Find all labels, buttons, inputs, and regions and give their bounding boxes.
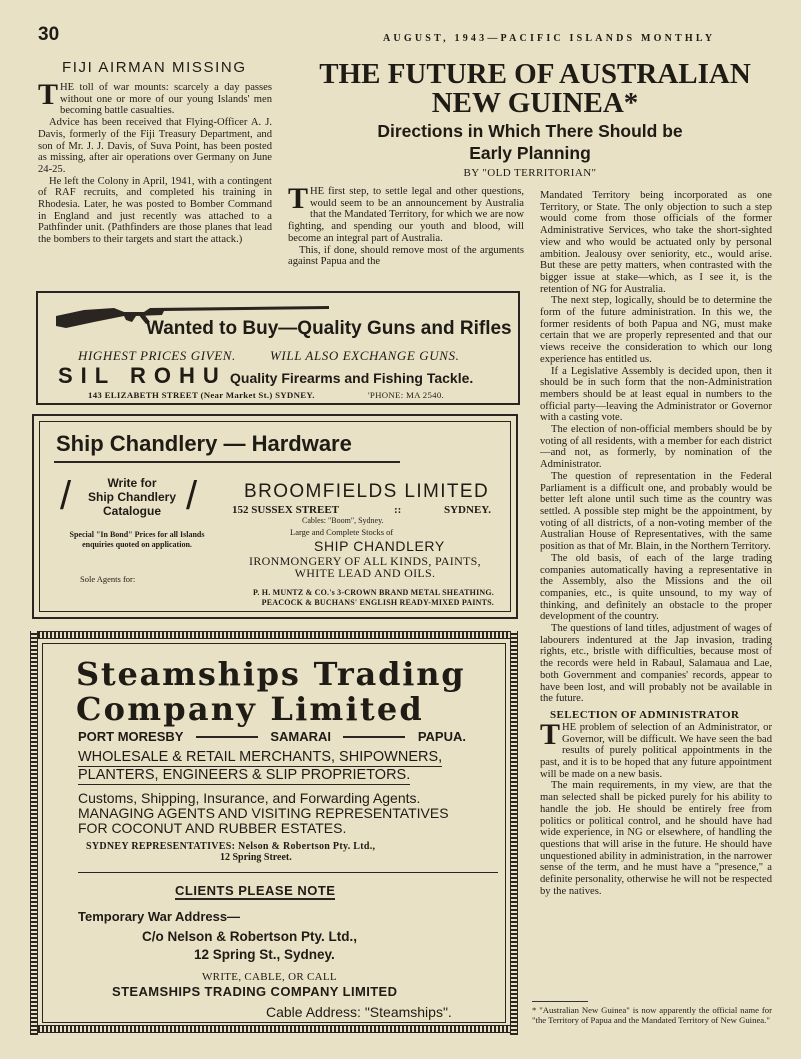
gun-ad-line: HIGHEST PRICES GIVEN.	[78, 348, 236, 363]
ship-ad-headline: Ship Chandlery — Hardware	[56, 431, 352, 456]
temporary-address-label: Temporary War Address—	[78, 909, 241, 924]
steamships-advertisement	[30, 631, 518, 1035]
catalogue-callout	[62, 476, 202, 518]
article-title-line: NEW GUINEA*	[431, 87, 639, 119]
broomfields-name: BROOMFIELDS LIMITED	[244, 481, 490, 502]
article-paragraph: If a Legislative Assembly is decided upon, then it should be in such form that the non-Administration members should be at least equal in numbers to the official party—leaving the Administrator or Governor with a casting vote.	[540, 365, 772, 424]
article-paragraph: The election of non-official members should be by voting of all residents, with a member for each district—and not, as formerly, by nomination of the Administrator.	[540, 424, 772, 471]
article-paragraph: HE first step, to settle legal and other questions, would seem to be an announcement by Australia that the Mandated Territory, for which we are now fighting, and spending our youth and blood, will become an integral part of Australia.	[288, 186, 524, 244]
contact-instruction: WRITE, CABLE, OR CALL	[202, 971, 337, 983]
decorative-border	[30, 631, 38, 1035]
fiji-paragraph: He left the Colony in April, 1941, with a contingent of RAF recruits, and completed his training in Rhodesia. Later, he was posted to Bomber Command in England and just recently was attached to a Pathfinder unit. (Pathfinders are those planes that lead the bombers to their targets and start the attack.)	[38, 175, 272, 246]
clients-notice: CLIENTS PLEASE NOTE	[175, 883, 336, 898]
article-column-2	[288, 182, 524, 268]
broomfields-city: SYDNEY.	[444, 504, 491, 516]
temporary-address: 12 Spring St., Sydney.	[194, 947, 335, 962]
article-paragraph: Mandated Territory being incorporated as one Territory, or State. The only objection to such a step would come from those officials of the former Administrative Services, who take the short-sighted view and who would be actuated only by personal ambition. Jealousy over seniority, etc., would arise. But these are petty matters, when contrasted with the bigger issue at stake—which, as I see it, is the retention of NG for Australia.	[540, 190, 772, 295]
port-dash	[196, 736, 258, 738]
article-title-line: THE FUTURE OF AUSTRALIAN	[319, 58, 751, 90]
article-paragraph: The old basis, of each of the large trading companies automatically having a representative in the Assembly, also the Missions and the oil companies, etc., is quite unsound, to my way of thinking, and definitely an obstacle to the proper development of the country.	[540, 552, 772, 623]
decorative-border	[30, 631, 518, 639]
article-paragraph: The questions of land titles, adjustment of wages of labourers indentured at the Jap invasion, trading rights, etc., bristle with difficulties, because most of the records were held in Rabaul, Salamaua and Lae, both Government and companies' records, appear to have been lost, and will probably not be available in the future.	[540, 623, 772, 705]
agency-lines	[194, 588, 494, 608]
ports-line	[78, 729, 466, 744]
fiji-article-body	[38, 78, 272, 246]
fiji-paragraph: Advice has been received that Flying-Officer A. J. Davis, formerly of the Fiji Treasury Department, and son of Mr. J. J. Davis, of Suva Point, has been posted as missing, after air operations over Germany on June 24-25.	[38, 117, 272, 175]
slash-ornament: /	[60, 474, 72, 518]
port-name: PAPUA.	[417, 729, 466, 744]
merchants-line: PLANTERS, ENGINEERS & SLIP PROPRIETORS.	[78, 767, 411, 783]
footnote-rule	[532, 1001, 588, 1002]
article-paragraph: The main requirements, in my view, are that the man selected shall be picked purely for his ability to handle the job. He should be entirely free from politics or political control, and he should have had wide experience, in NG or elsewhere, of handling the questions that will arise in the future. He should have unquestioned ability in administration, in the narrower sense of the term, and he must have a "presence," a definite personality, otherwise he will not be respected by the natives.	[540, 780, 772, 897]
article-dropcap: T	[288, 182, 309, 215]
page-number: 30	[38, 24, 60, 45]
fiji-paragraph: HE toll of war mounts: scarcely a day passes without one or more of our young Islands' men becoming battle casualties.	[60, 82, 272, 117]
steamships-title: Company Limited	[76, 690, 424, 728]
fiji-headline: FIJI AIRMAN MISSING	[62, 59, 247, 76]
sole-agents-label: Sole Agents for:	[80, 574, 136, 584]
sydney-representatives: SYDNEY REPRESENTATIVES: Nelson & Robertson Pty. Ltd.,	[86, 841, 376, 852]
special-prices-note: Special "In Bond" Prices for all Islands enquiries quoted on application.	[69, 530, 205, 549]
address-separator: ::	[394, 504, 402, 516]
section-heading: SELECTION OF ADMINISTRATOR	[550, 708, 740, 721]
steamships-title: Steamships Trading	[76, 655, 466, 693]
decorative-border	[510, 631, 518, 1035]
article-paragraph: This, if done, should remove most of the arguments against Papua and the	[288, 244, 524, 268]
sydney-representatives-address: 12 Spring Street.	[220, 852, 292, 863]
stocks-label: Large and Complete Stocks of	[290, 527, 394, 537]
agents-text: Customs, Shipping, Insurance, and Forwarding Agents. MANAGING AGENTS AND VISITING REPRESENTATIVES FOR COCONUT AND RUBBER ESTATES.	[78, 790, 449, 836]
article-paragraph: HE problem of selection of an Administrator, or Governor, will be difficult. We have seen the bad results of purely political appointments in the past, and it is to be hoped that any future appointment will be made on a new basis.	[540, 721, 772, 780]
ironmongery-text: IRONMONGERY OF ALL KINDS, PAINTS, WHITE LEAD AND OILS.	[249, 554, 481, 580]
decorative-border	[30, 1025, 518, 1033]
ship-chandlery-advertisement	[32, 414, 518, 619]
gun-ad-phone: 'PHONE: MA 2540.	[368, 390, 445, 400]
article-subtitle-line: Early Planning	[469, 143, 591, 163]
ship-chandlery-label: SHIP CHANDLERY	[314, 538, 445, 554]
agency-line: PEACOCK & BUCHANS' ENGLISH READY-MIXED PAINTS.	[261, 598, 494, 607]
footnote: * "Australian New Guinea" is now apparently the official name for "the Territory of Papua and the Mandated Territory of New Guinea."	[532, 1005, 772, 1025]
gun-ad-line: WILL ALSO EXCHANGE GUNS.	[270, 348, 460, 363]
running-head: AUGUST, 1943—PACIFIC ISLANDS MONTHLY	[383, 33, 716, 44]
catalogue-line: Write for	[107, 476, 157, 490]
steamships-company-name: STEAMSHIPS TRADING COMPANY LIMITED	[112, 984, 398, 999]
article-byline: BY "OLD TERRITORIAN"	[463, 167, 597, 179]
port-name: SAMARAI	[270, 729, 331, 744]
broomfields-cables: Cables: "Boom", Sydney.	[302, 516, 384, 525]
article-subtitle	[320, 120, 740, 164]
gun-ad-address: 143 ELIZABETH STREET (Near Market St.) SYDNEY.	[88, 390, 315, 400]
steamships-rule	[78, 872, 498, 873]
slash-ornament: /	[186, 474, 198, 518]
article-subtitle-line: Directions in Which There Should be	[377, 121, 683, 141]
ship-ad-rule	[54, 461, 400, 463]
article-column-3	[540, 190, 772, 897]
cable-address: Cable Address: "Steamships".	[266, 1004, 452, 1020]
broomfields-address: 152 SUSSEX STREET	[232, 504, 339, 516]
fiji-dropcap: T	[38, 78, 59, 111]
catalogue-line: Catalogue	[102, 504, 161, 518]
article-title	[300, 60, 770, 118]
gun-ad-brand: SIL ROHU	[58, 363, 227, 388]
article-paragraph: The question of representation in the Federal Parliament is a difficult one, and probably would be better left alone until such time as the country was settled. A possible step might be the appointment, by voting of all districts, of a non-voting member of the Australian House of Representatives, with the same position as that of Mr. Blain, in the Northern Territory.	[540, 470, 772, 553]
gun-ad-tagline: Quality Firearms and Fishing Tackle.	[230, 370, 474, 386]
temporary-address: C/o Nelson & Robertson Pty. Ltd.,	[142, 929, 358, 944]
port-dash	[343, 736, 405, 738]
port-name: PORT MORESBY	[78, 729, 184, 744]
agency-line: P. H. MUNTZ & CO.'s 3-CROWN BRAND METAL SHEATHING.	[253, 588, 494, 597]
merchants-line: WHOLESALE & RETAIL MERCHANTS, SHIPOWNERS,	[78, 749, 443, 765]
catalogue-line: Ship Chandlery	[87, 490, 176, 504]
article-paragraph: The next step, logically, should be to determine the form of the future administration. In this we, the former residents of both Papua and NG, must make certain that we are properly represented and that our views receive the consideration to which our long experience has entitled us.	[540, 295, 772, 365]
section-dropcap: T	[540, 717, 561, 751]
gun-advertisement	[36, 291, 520, 405]
gun-ad-headline: Wanted to Buy—Quality Guns and Rifles	[146, 318, 512, 339]
